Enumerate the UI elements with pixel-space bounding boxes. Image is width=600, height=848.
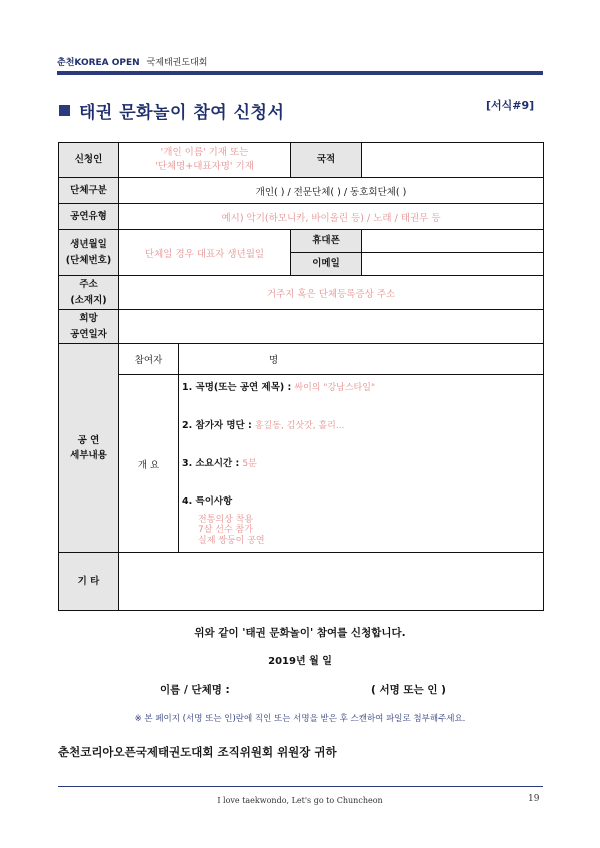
- overview-label: 개 요: [119, 375, 179, 553]
- applicant-placeholder-1: '개인 이름' 기재 또는: [160, 147, 249, 159]
- signature-hint: ( 서명 또는 인 ): [371, 684, 446, 696]
- details-label-line1: 공 연: [77, 434, 100, 446]
- row-participants: [59, 344, 544, 375]
- item-special-notes: [182, 493, 541, 507]
- row-applicant: [59, 143, 544, 178]
- details-label: [59, 344, 119, 553]
- item-song-title-label: 1. 곡명(또는 공연 제목) :: [182, 382, 292, 393]
- item-participant-list-label: 2. 참가자 명단 :: [182, 420, 252, 431]
- group-type-label: 단체구분: [59, 178, 119, 204]
- special-note: 7살 선수 참가: [198, 525, 253, 536]
- participants-unit: 명: [269, 355, 279, 366]
- title-block: [59, 98, 284, 123]
- phone-label: 휴대폰: [291, 230, 362, 253]
- applicant-label: 신청인: [59, 143, 119, 178]
- header-rule: [57, 71, 543, 75]
- performance-type-label: 공연유형: [59, 204, 119, 230]
- etc-field[interactable]: [119, 553, 544, 611]
- group-type-field[interactable]: 개인( ) / 전문단체( ) / 동호회단체( ): [119, 178, 544, 204]
- footer-rule: [58, 786, 543, 787]
- row-performance-date: [59, 310, 544, 344]
- row-group-type: [59, 178, 544, 204]
- title-bullet-icon: [59, 105, 70, 116]
- special-note: 실제 쌍둥이 공연: [198, 535, 265, 546]
- item-song-title: [182, 379, 541, 393]
- participants-field[interactable]: [179, 344, 544, 375]
- page-number: 19: [528, 794, 540, 804]
- application-form: [58, 142, 544, 611]
- performance-type-field[interactable]: 예시) 악기(하모니카, 바이올린 등) / 노래 / 태권무 등: [119, 204, 544, 230]
- header-event: 국제태권도대회: [146, 58, 208, 68]
- birth-label: [59, 230, 119, 276]
- row-birth-phone: [59, 230, 544, 253]
- performance-date-label-line1: 희망: [79, 313, 98, 325]
- form-number: [서식#9]: [486, 99, 535, 112]
- row-etc: [59, 553, 544, 611]
- item-duration-label: 3. 소요시간 :: [182, 458, 240, 469]
- row-address: [59, 276, 544, 310]
- participants-label: 참여자: [119, 344, 179, 375]
- address-label-line1: 주소: [79, 279, 98, 291]
- addressee: 춘천코리아오픈국제태권도대회 조직위원회 위원장 귀하: [58, 745, 337, 759]
- applicant-placeholder-2: '단체명+대표자명' 기재: [155, 161, 254, 172]
- item-duration-placeholder: 5분: [242, 459, 257, 469]
- performance-date-label-line2: 공연일자: [70, 328, 107, 340]
- item-special-notes-label: 4. 특이사항: [182, 496, 233, 507]
- scan-notice: ※ 본 페이지 (서명 또는 인)란에 직인 또는 서명을 받은 후 스캔하여 파일로 첨부해주세요.: [134, 714, 466, 724]
- date-line: 2019년 월 일: [268, 656, 332, 667]
- running-header: [57, 55, 207, 68]
- declaration-statement: 위와 같이 '태권 문화놀이' 참여를 신청합니다.: [194, 627, 406, 639]
- phone-field[interactable]: [362, 230, 544, 253]
- performance-date-label: [59, 310, 119, 344]
- address-field[interactable]: 거주지 혹은 단체등록증상 주소: [119, 276, 544, 310]
- row-overview: [59, 375, 544, 553]
- item-participant-list: [182, 417, 541, 431]
- item-duration: [182, 455, 541, 469]
- item-song-title-placeholder: 싸이의 "강남스타일": [294, 383, 376, 393]
- special-note: 전통의상 착용: [198, 515, 254, 525]
- signature-label: 이름 / 단체명 :: [160, 684, 230, 696]
- nationality-label: 국적: [291, 143, 362, 178]
- overview-field[interactable]: [179, 375, 544, 553]
- email-label: 이메일: [291, 253, 362, 276]
- item-participant-list-placeholder: 홍길동, 김삿갓, 홀리...: [254, 421, 345, 431]
- address-label: [59, 276, 119, 310]
- nationality-field[interactable]: [362, 143, 544, 178]
- performance-date-field[interactable]: [119, 310, 544, 344]
- birth-label-line1: 생년월일: [70, 239, 107, 251]
- special-notes-list: [182, 515, 541, 546]
- row-performance-type: [59, 204, 544, 230]
- page-title: 태권 문화놀이 참여 신청서: [79, 103, 285, 123]
- birth-field[interactable]: 단체일 경우 대표자 생년월일: [119, 230, 291, 276]
- header-brand: 춘천KOREA OPEN: [57, 58, 140, 68]
- applicant-field[interactable]: [119, 143, 291, 178]
- etc-label: 기 타: [59, 553, 119, 611]
- footer-slogan: I love taekwondo, Let's go to Chuncheon: [217, 796, 383, 805]
- birth-label-line2: (단체번호): [65, 254, 112, 266]
- email-field[interactable]: [362, 253, 544, 276]
- address-label-line2: (소재지): [70, 294, 107, 306]
- details-label-line2: 세부내용: [70, 450, 107, 461]
